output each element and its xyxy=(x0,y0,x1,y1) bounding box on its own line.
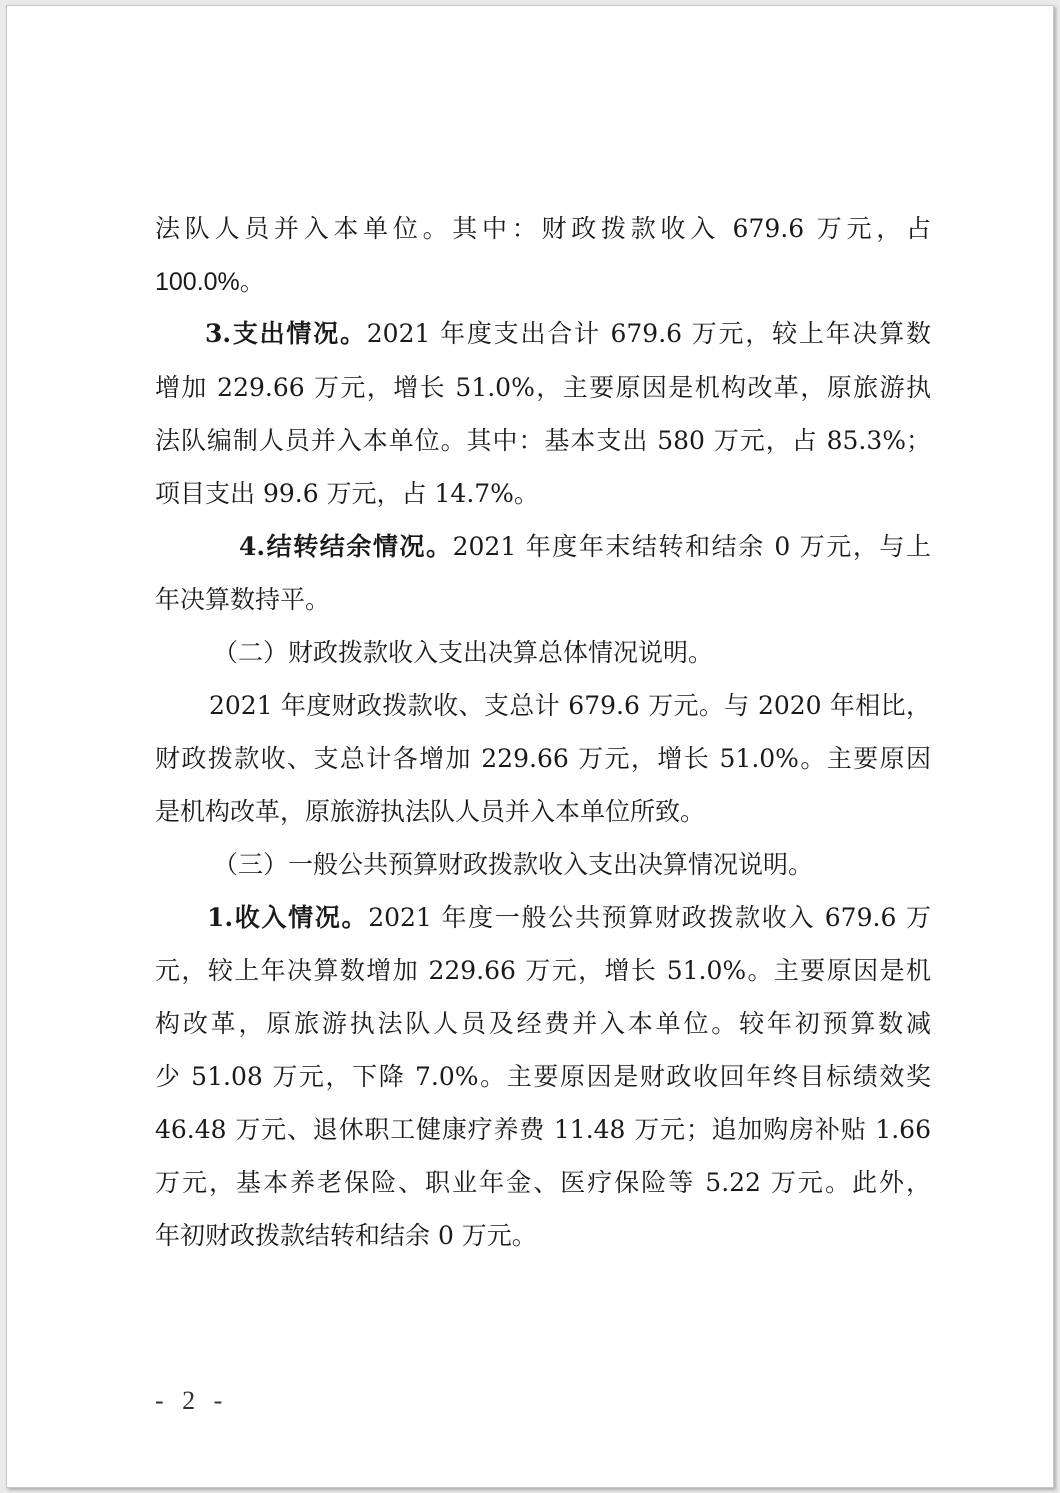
text-line: 增加 229.66 万元，增长 51.0%，主要原因是机构改革，原旅游执 xyxy=(155,373,931,402)
text-line: 100.0%。 xyxy=(155,268,265,296)
text-line: 法队编制人员并入本单位。其中：基本支出 580 万元，占 85.3%； xyxy=(155,426,931,455)
section-title-3: （三）一般公共预算财政拨款收入支出决算情况说明。 xyxy=(213,850,814,879)
paragraph-line xyxy=(155,308,931,360)
text-line: 2021 年度财政拨款收、支总计 679.6 万元。与 2020 年相比， xyxy=(209,691,931,720)
text-span: 2021 年度支出合计 679.6 万元，较上年决算数 xyxy=(366,319,931,348)
text-line: 法队人员并入本单位。其中：财政拨款收入 679.6 万元，占 xyxy=(155,214,931,243)
text-line: 年决算数持平。 xyxy=(155,585,331,614)
text-line: 是机构改革，原旅游执法队人员并入本单位所致。 xyxy=(155,797,706,826)
text-line: 万元，基本养老保险、职业年金、医疗保险等 5.22 万元。此外， xyxy=(155,1168,931,1197)
text-line: 项目支出 99.6 万元，占 14.7%。 xyxy=(155,479,539,508)
text-line: 财政拨款收、支总计各增加 229.66 万元，增长 51.0%。主要原因 xyxy=(155,744,931,773)
section-title-2: （二）财政拨款收入支出决算总体情况说明。 xyxy=(213,638,714,667)
text-line: 年初财政拨款结转和结余 0 万元。 xyxy=(155,1221,537,1250)
document-page xyxy=(6,5,1054,1488)
section-heading-carryover: 4.结转结余情况。 xyxy=(239,532,453,561)
text-line: 元，较上年决算数增加 229.66 万元，增长 51.0%。主要原因是机 xyxy=(155,956,931,985)
text-span: 2021 年度年末结转和结余 0 万元，与上 xyxy=(452,532,931,561)
text-line: 少 51.08 万元，下降 7.0%。主要原因是财政收回年终目标绩效奖 xyxy=(155,1062,931,1091)
section-heading-income: 1.收入情况。 xyxy=(207,903,369,932)
page-number: - 2 - xyxy=(155,1386,229,1415)
section-heading-expenditure: 3.支出情况。 xyxy=(205,319,367,348)
text-line: 46.48 万元、退休职工健康疗养费 11.48 万元；追加购房补贴 1.66 xyxy=(155,1115,931,1144)
paragraph-line xyxy=(155,892,931,944)
paragraph-line xyxy=(155,521,931,573)
text-span: 2021 年度一般公共预算财政拨款收入 679.6 万 xyxy=(368,903,931,932)
text-line: 构改革，原旅游执法队人员及经费并入本单位。较年初预算数减 xyxy=(155,1009,931,1038)
